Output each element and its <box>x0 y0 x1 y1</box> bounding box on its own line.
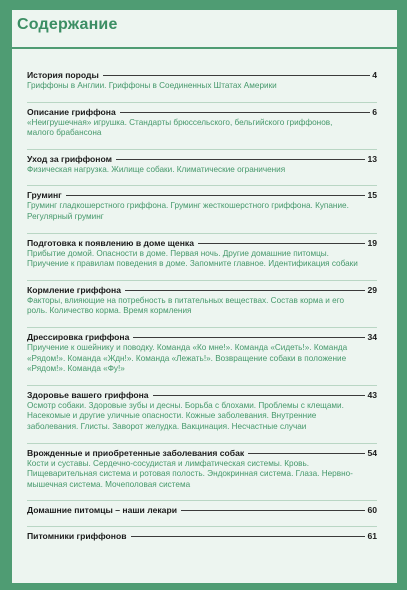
toc-entry-title: Груминг <box>27 190 62 201</box>
toc-entry-title: Врожденные и приобретенные заболевания собак <box>27 447 245 458</box>
toc-entry-diseases[interactable] <box>27 443 377 491</box>
toc-entry-description: Гриффоны в Англии. Гриффоны в Соединенных Штатах Америки <box>27 81 277 90</box>
leader-line <box>125 290 365 291</box>
toc-page-number: 6 <box>372 106 377 117</box>
toc-entry-heading <box>27 285 377 296</box>
toc-entry-title: Дрессировка гриффона <box>27 331 130 342</box>
toc-entry-description: Осмотр собаки. Здоровые зубы и десны. Борьба с блохами. Проблемы с клещами. Насекомые и другие уличные опасности. Кожные заболевания. Внутренние заболевания. Глисты. Заворот желудка. Вакцинация. Несчастные случаи <box>27 400 344 431</box>
toc-entry-description: Прибытие домой. Опасности в доме. Первая ночь. Другие домашние питомцы. Приучение к правилам поведения в доме. Запомните главное. Идентификация собаки <box>27 248 358 269</box>
toc-entry-training[interactable] <box>27 327 377 375</box>
toc-entry-title: Здоровье вашего гриффона <box>27 389 149 400</box>
toc-entry-title: Описание гриффона <box>27 106 116 117</box>
toc-entry-title: Питомники гриффонов <box>27 531 127 542</box>
leader-line <box>153 395 366 396</box>
toc-entry-title: Кормление гриффона <box>27 284 122 295</box>
leader-line <box>248 453 365 454</box>
toc-page-number: 61 <box>367 531 377 542</box>
toc-entry-pets-healers[interactable] <box>27 500 377 516</box>
toc-page-number: 19 <box>367 237 377 248</box>
leader-line <box>116 159 365 160</box>
page-title: Содержание <box>17 16 118 33</box>
toc-page-number: 13 <box>367 153 377 164</box>
toc-entry-puppy[interactable] <box>27 233 377 270</box>
toc-entry-description: Приучение к ошейнику и поводку. Команда «Ко мне!». Команда «Сидеть!». Команда «Рядом!». Команда «Ждн!». Команда «Лежать!». Возвращение собаки в положение «Рядом!». Команда «Фу!» <box>27 342 348 374</box>
toc-entry-description: Кости и суставы. Сердечно-сосудистая и лимфатическая системы. Кровь. Пищеварительная система и ротовая полость. Эндокринная система. Глаза. Нервно-мышечная система. Мочеполовая система <box>27 458 353 489</box>
toc-entry-heading <box>27 390 377 401</box>
toc-list <box>27 70 377 552</box>
toc-entry-title: История породы <box>27 70 99 80</box>
leader-line <box>198 243 365 244</box>
toc-entry-heading <box>27 238 377 249</box>
leader-line <box>66 195 366 196</box>
title-divider <box>12 47 397 49</box>
leader-line <box>131 536 366 537</box>
toc-entry-heading <box>27 505 377 516</box>
toc-entry-heading <box>27 107 377 118</box>
toc-entry-history[interactable] <box>27 70 377 92</box>
toc-entry-heading <box>27 332 377 343</box>
toc-entry-heading <box>27 531 377 542</box>
leader-line <box>133 337 365 338</box>
toc-entry-description: Физическая нагрузка. Жилище собаки. Климатические ограничения <box>27 164 286 174</box>
leader-line <box>120 112 370 113</box>
leader-line <box>181 510 365 511</box>
toc-entry-heading <box>27 154 377 165</box>
toc-entry-heading <box>27 448 377 459</box>
toc-entry-title: Подготовка к появлению в доме щенка <box>27 237 194 248</box>
leader-line <box>103 75 370 76</box>
toc-page-number: 4 <box>372 70 377 80</box>
toc-page-number: 60 <box>367 505 377 516</box>
toc-entry-description-griffon[interactable] <box>27 102 377 139</box>
toc-entry-title: Домашние питомцы – наши лекари <box>27 505 177 516</box>
toc-page-number: 15 <box>367 190 377 201</box>
toc-page-number: 43 <box>367 389 377 400</box>
toc-entry-feeding[interactable] <box>27 280 377 317</box>
toc-entry-grooming[interactable] <box>27 185 377 222</box>
toc-entry-care[interactable] <box>27 149 377 176</box>
toc-entry-heading <box>27 70 377 81</box>
toc-entry-heading <box>27 190 377 201</box>
toc-entry-health[interactable] <box>27 385 377 433</box>
toc-entry-description: Факторы, влияющие на потребность в питательных веществах. Состав корма и его роль. Количество корма. Время кормления <box>27 295 345 316</box>
toc-entry-title: Уход за гриффоном <box>27 153 112 164</box>
toc-page-number: 34 <box>367 331 377 342</box>
toc-page-number: 54 <box>367 447 377 458</box>
toc-entry-description: «Неигрушечная» игрушка. Стандарты брюссельского, бельгийского гриффонов, малого брабансона <box>27 117 333 138</box>
toc-entry-kennels[interactable] <box>27 526 377 542</box>
toc-page-number: 29 <box>367 284 377 295</box>
toc-entry-description: Груминг гладкошерстного гриффона. Груминг жесткошерстного гриффона. Купание. Регулярный груминг <box>27 201 349 221</box>
